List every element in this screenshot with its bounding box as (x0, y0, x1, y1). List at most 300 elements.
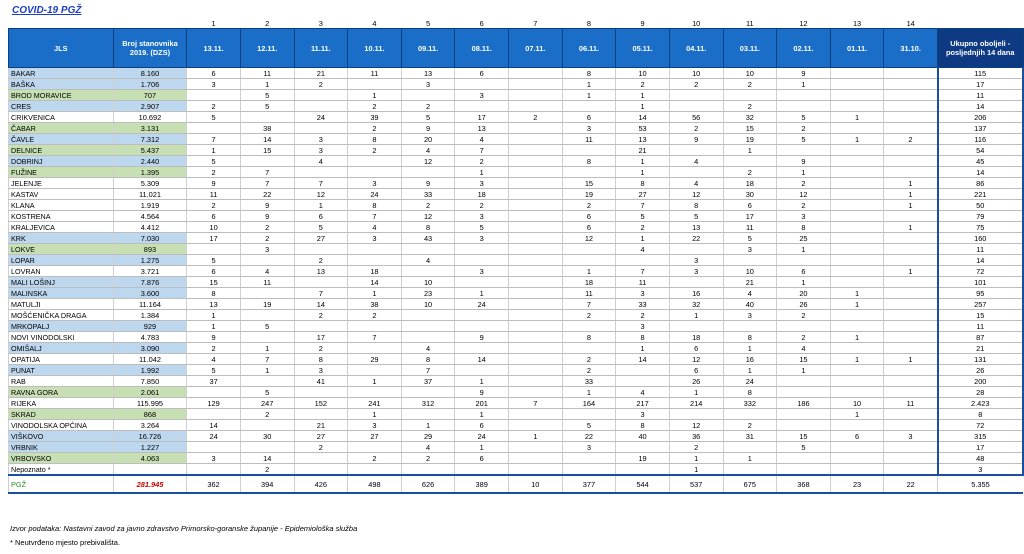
case-count-cell: 3 (884, 431, 938, 442)
population-cell: 1.384 (113, 310, 187, 321)
case-count-cell: 9 (777, 68, 831, 79)
case-count-cell (509, 90, 563, 101)
case-count-cell (777, 453, 831, 464)
case-count-cell (884, 79, 938, 90)
case-count-cell: 5 (240, 101, 294, 112)
case-count-cell (830, 189, 884, 200)
case-count-cell: 30 (240, 431, 294, 442)
case-count-cell: 32 (669, 299, 723, 310)
municipality-name: KASTAV (9, 189, 114, 200)
case-count-cell: 38 (240, 123, 294, 134)
case-count-cell (455, 244, 509, 255)
case-count-cell: 10 (723, 266, 777, 277)
case-count-cell: 1 (455, 376, 509, 387)
population-cell: 929 (113, 321, 187, 332)
table-row (9, 79, 1024, 90)
case-count-cell: 1 (884, 178, 938, 189)
case-count-cell: 8 (777, 222, 831, 233)
case-count-cell: 5 (562, 420, 616, 431)
table-row (9, 332, 1024, 343)
municipality-name: LOKVE (9, 244, 114, 255)
case-count-cell: 12 (562, 233, 616, 244)
total-cell: 95 (938, 288, 1024, 299)
case-count-cell (884, 244, 938, 255)
case-count-cell: 12 (777, 189, 831, 200)
case-count-cell (348, 156, 402, 167)
case-count-cell: 7 (294, 178, 348, 189)
total-cell: 72 (938, 420, 1024, 431)
case-count-cell: 3 (616, 409, 670, 420)
jls-header: JLS (9, 29, 114, 68)
case-count-cell: 14 (240, 453, 294, 464)
case-count-cell: 5 (777, 134, 831, 145)
municipality-name: VRBOVSKO (9, 453, 114, 464)
date-header: 06.11. (562, 29, 616, 68)
case-count-cell: 3 (348, 178, 402, 189)
total-cell: 116 (938, 134, 1024, 145)
column-number: 9 (640, 18, 645, 28)
case-count-cell: 13 (294, 266, 348, 277)
case-count-cell: 6 (187, 211, 241, 222)
total-cell: 72 (938, 266, 1024, 277)
date-header: 05.11. (616, 29, 670, 68)
case-count-cell (294, 409, 348, 420)
municipality-name: DELNICE (9, 145, 114, 156)
case-count-cell (509, 156, 563, 167)
case-count-cell: 23 (401, 288, 455, 299)
case-count-cell: 17 (294, 332, 348, 343)
population-cell: 11.164 (113, 299, 187, 310)
column-number: 5 (426, 18, 431, 28)
case-count-cell (884, 332, 938, 343)
municipality-name: OPATIJA (9, 354, 114, 365)
case-count-cell (509, 79, 563, 90)
case-count-cell (509, 189, 563, 200)
date-header: 03.11. (723, 29, 777, 68)
case-count-cell: 29 (401, 431, 455, 442)
municipality-name: OMIŠALJ (9, 343, 114, 354)
case-count-cell (401, 266, 455, 277)
case-count-cell: 15 (240, 145, 294, 156)
case-count-cell: 4 (455, 134, 509, 145)
table-row (9, 178, 1024, 189)
case-count-cell: 7 (240, 167, 294, 178)
population-cell: 1.275 (113, 255, 187, 266)
case-count-cell: 10 (401, 277, 455, 288)
case-count-cell (401, 244, 455, 255)
municipality-name: SKRAD (9, 409, 114, 420)
case-count-cell: 1 (455, 167, 509, 178)
table-row (9, 90, 1024, 101)
case-count-cell (777, 255, 831, 266)
table-row (9, 68, 1024, 79)
case-count-cell (777, 321, 831, 332)
source-note: Izvor podataka: Nastavni zavod za javno zdravstvo Primorsko-goranske županije - Epidemiološka služba (10, 524, 358, 533)
date-header: 07.11. (509, 29, 563, 68)
case-count-cell (777, 464, 831, 476)
case-count-cell: 29 (348, 354, 402, 365)
case-count-cell (884, 453, 938, 464)
case-count-cell: 1 (562, 90, 616, 101)
table-row (9, 431, 1024, 442)
total-cell: 15 (938, 310, 1024, 321)
case-count-cell (616, 376, 670, 387)
total-cell: 315 (938, 431, 1024, 442)
case-count-cell: 14 (616, 112, 670, 123)
case-count-cell: 13 (669, 222, 723, 233)
case-count-cell: 21 (294, 420, 348, 431)
daily-total-cell: 23 (830, 475, 884, 493)
case-count-cell: 3 (616, 321, 670, 332)
case-count-cell: 9 (187, 332, 241, 343)
case-count-cell (884, 365, 938, 376)
case-count-cell: 10 (187, 222, 241, 233)
case-count-cell: 5 (187, 365, 241, 376)
case-count-cell: 17 (187, 233, 241, 244)
case-count-cell: 3 (294, 145, 348, 156)
case-count-cell: 21 (723, 277, 777, 288)
case-count-cell: 1 (723, 365, 777, 376)
case-count-cell: 164 (562, 398, 616, 409)
population-cell: 4.412 (113, 222, 187, 233)
municipality-name: MALI LOŠINJ (9, 277, 114, 288)
case-count-cell: 3 (669, 255, 723, 266)
case-count-cell: 9 (401, 123, 455, 134)
table-row (9, 288, 1024, 299)
case-count-cell: 1 (187, 321, 241, 332)
case-count-cell: 21 (294, 68, 348, 79)
case-count-cell (830, 321, 884, 332)
case-count-cell (830, 90, 884, 101)
population-cell: 7.850 (113, 376, 187, 387)
total-cell: 257 (938, 299, 1024, 310)
population-cell: 5.437 (113, 145, 187, 156)
table-row (9, 277, 1024, 288)
case-count-cell (348, 255, 402, 266)
case-count-cell: 3 (455, 90, 509, 101)
case-count-cell (401, 167, 455, 178)
case-count-cell (240, 332, 294, 343)
case-count-cell (884, 156, 938, 167)
case-count-cell: 1 (830, 409, 884, 420)
case-count-cell (294, 123, 348, 134)
case-count-cell: 8 (562, 156, 616, 167)
case-count-cell: 24 (348, 189, 402, 200)
case-count-cell (455, 277, 509, 288)
case-count-cell (240, 156, 294, 167)
column-number: 3 (318, 18, 323, 28)
case-count-cell: 2 (187, 167, 241, 178)
case-count-cell: 6 (294, 211, 348, 222)
case-count-cell (884, 211, 938, 222)
case-count-cell (294, 387, 348, 398)
case-count-cell (777, 101, 831, 112)
case-count-cell (348, 321, 402, 332)
case-count-cell (294, 321, 348, 332)
total-cell: 14 (938, 255, 1024, 266)
case-count-cell (884, 310, 938, 321)
case-count-cell: 14 (348, 277, 402, 288)
case-count-cell (509, 145, 563, 156)
case-count-cell: 27 (348, 431, 402, 442)
table-row (9, 442, 1024, 453)
case-count-cell: 7 (240, 354, 294, 365)
column-number: 14 (906, 18, 915, 28)
column-number: 1 (211, 18, 216, 28)
total-cell: 45 (938, 156, 1024, 167)
case-count-cell: 2 (562, 200, 616, 211)
table-row (9, 145, 1024, 156)
case-count-cell (562, 101, 616, 112)
case-count-cell: 1 (455, 442, 509, 453)
case-count-cell: 2 (723, 101, 777, 112)
case-count-cell (616, 442, 670, 453)
case-count-cell: 12 (669, 420, 723, 431)
case-count-cell: 6 (669, 365, 723, 376)
case-count-cell: 4 (401, 255, 455, 266)
case-count-cell: 1 (401, 420, 455, 431)
total-cell: 11 (938, 244, 1024, 255)
municipality-name: MALINSKA (9, 288, 114, 299)
case-count-cell: 3 (187, 79, 241, 90)
case-count-cell: 2 (669, 79, 723, 90)
municipality-name: PUNAT (9, 365, 114, 376)
case-count-cell: 53 (616, 123, 670, 134)
case-count-cell: 6 (777, 266, 831, 277)
case-count-cell (294, 167, 348, 178)
table-row (9, 233, 1024, 244)
case-count-cell: 15 (777, 354, 831, 365)
case-count-cell: 2 (294, 442, 348, 453)
case-count-cell: 14 (187, 420, 241, 431)
date-header: 31.10. (884, 29, 938, 68)
municipality-name: KLANA (9, 200, 114, 211)
table-row (9, 266, 1024, 277)
case-count-cell: 5 (777, 112, 831, 123)
municipality-name: Nepoznato * (9, 464, 114, 476)
case-count-cell (401, 321, 455, 332)
total-cell: 21 (938, 343, 1024, 354)
case-count-cell: 2 (240, 409, 294, 420)
case-count-cell (669, 277, 723, 288)
case-count-cell (455, 101, 509, 112)
case-count-cell (884, 255, 938, 266)
case-count-cell: 1 (830, 134, 884, 145)
case-count-cell: 5 (187, 112, 241, 123)
case-count-cell (777, 145, 831, 156)
column-number: 8 (586, 18, 591, 28)
case-count-cell: 3 (455, 178, 509, 189)
case-count-cell: 2 (348, 310, 402, 321)
case-count-cell: 7 (455, 145, 509, 156)
case-count-cell: 32 (723, 112, 777, 123)
case-count-cell (830, 233, 884, 244)
municipality-name: BROD MORAVICE (9, 90, 114, 101)
case-count-cell (884, 288, 938, 299)
case-count-cell: 1 (884, 222, 938, 233)
case-count-cell: 18 (348, 266, 402, 277)
case-count-cell: 24 (455, 299, 509, 310)
case-count-cell: 3 (616, 288, 670, 299)
case-count-cell: 11 (723, 222, 777, 233)
case-count-cell: 1 (884, 189, 938, 200)
case-count-cell: 2 (401, 200, 455, 211)
column-number: 12 (799, 18, 808, 28)
case-count-cell: 37 (187, 376, 241, 387)
case-count-cell (240, 288, 294, 299)
county-label: PGŽ (9, 475, 114, 493)
case-count-cell: 2 (348, 453, 402, 464)
case-count-cell (562, 167, 616, 178)
case-count-cell (669, 244, 723, 255)
daily-total-cell: 10 (509, 475, 563, 493)
case-count-cell: 6 (830, 431, 884, 442)
case-count-cell (455, 255, 509, 266)
header-row (9, 29, 1024, 68)
case-count-cell: 11 (562, 288, 616, 299)
case-count-cell (669, 145, 723, 156)
total-cell: 17 (938, 79, 1024, 90)
case-count-cell: 10 (830, 398, 884, 409)
municipality-name: MRKOPALJ (9, 321, 114, 332)
case-count-cell: 18 (455, 189, 509, 200)
municipality-name: MATULJI (9, 299, 114, 310)
population-cell: 1.992 (113, 365, 187, 376)
case-count-cell: 1 (562, 79, 616, 90)
case-count-cell: 7 (401, 365, 455, 376)
total-cell: 3 (938, 464, 1024, 476)
case-count-cell: 4 (348, 222, 402, 233)
case-count-cell: 11 (240, 277, 294, 288)
daily-total-cell: 22 (884, 475, 938, 493)
date-header: 02.11. (777, 29, 831, 68)
case-count-cell: 1 (187, 310, 241, 321)
case-count-cell (723, 255, 777, 266)
footnote: * Neutvrđeno mjesto prebivališta. (10, 538, 121, 547)
population-cell: 2.440 (113, 156, 187, 167)
case-count-cell: 7 (616, 200, 670, 211)
case-count-cell: 12 (294, 189, 348, 200)
case-count-cell: 8 (187, 288, 241, 299)
case-count-cell: 1 (616, 156, 670, 167)
case-count-cell (830, 310, 884, 321)
table-row (9, 156, 1024, 167)
case-count-cell: 4 (401, 145, 455, 156)
case-count-cell (509, 222, 563, 233)
municipality-name: KRALJEVICA (9, 222, 114, 233)
case-count-cell: 2 (562, 365, 616, 376)
case-count-cell: 6 (455, 453, 509, 464)
total-cell: 79 (938, 211, 1024, 222)
case-count-cell: 20 (777, 288, 831, 299)
case-count-cell: 36 (669, 431, 723, 442)
case-count-cell: 8 (562, 68, 616, 79)
case-count-cell (830, 68, 884, 79)
daily-total-cell: 389 (455, 475, 509, 493)
case-count-cell (777, 409, 831, 420)
case-count-cell: 1 (830, 288, 884, 299)
date-header: 10.11. (348, 29, 402, 68)
date-header: 13.11. (187, 29, 241, 68)
case-count-cell: 1 (187, 145, 241, 156)
case-count-cell: 11 (616, 277, 670, 288)
case-count-cell (884, 145, 938, 156)
case-count-cell: 8 (401, 222, 455, 233)
case-count-cell: 5 (723, 233, 777, 244)
case-count-cell: 11 (884, 398, 938, 409)
municipality-name: FUŽINE (9, 167, 114, 178)
column-number: 13 (852, 18, 862, 28)
case-count-cell (509, 200, 563, 211)
case-count-cell: 2 (777, 123, 831, 134)
case-count-cell (509, 68, 563, 79)
population-cell: 1.706 (113, 79, 187, 90)
case-count-cell (348, 464, 402, 476)
municipality-name: RAVNA GORA (9, 387, 114, 398)
case-count-cell: 2 (884, 134, 938, 145)
case-count-cell (723, 464, 777, 476)
case-count-cell: 24 (723, 376, 777, 387)
case-count-cell: 7 (562, 299, 616, 310)
population-cell: 7.312 (113, 134, 187, 145)
case-count-cell: 1 (777, 79, 831, 90)
case-count-cell: 1 (777, 167, 831, 178)
case-count-cell (830, 387, 884, 398)
case-count-cell: 5 (777, 442, 831, 453)
date-header: 11.11. (294, 29, 348, 68)
case-count-cell (509, 365, 563, 376)
case-count-cell (455, 321, 509, 332)
population-cell: 3.721 (113, 266, 187, 277)
case-count-cell: 1 (830, 354, 884, 365)
case-count-cell: 2 (294, 310, 348, 321)
case-count-cell: 1 (616, 90, 670, 101)
case-count-cell: 2 (294, 255, 348, 266)
case-count-cell: 21 (616, 145, 670, 156)
case-count-cell: 6 (723, 200, 777, 211)
population-cell: 707 (113, 90, 187, 101)
table-row (9, 101, 1024, 112)
case-count-cell: 1 (616, 233, 670, 244)
case-count-cell: 1 (669, 453, 723, 464)
case-count-cell (348, 343, 402, 354)
case-count-cell (401, 409, 455, 420)
case-count-cell: 7 (187, 134, 241, 145)
case-count-cell: 2 (401, 101, 455, 112)
municipality-name: VRBNIK (9, 442, 114, 453)
case-count-cell (830, 145, 884, 156)
case-count-cell: 40 (723, 299, 777, 310)
case-count-cell: 1 (723, 145, 777, 156)
case-count-cell (509, 123, 563, 134)
case-count-cell: 1 (240, 343, 294, 354)
case-count-cell: 9 (240, 211, 294, 222)
case-count-cell: 5 (455, 222, 509, 233)
case-count-cell (509, 332, 563, 343)
case-count-cell: 15 (723, 123, 777, 134)
municipality-name: MOŠĆENIČKA DRAGA (9, 310, 114, 321)
case-count-cell: 2 (616, 79, 670, 90)
case-count-cell (830, 442, 884, 453)
case-count-cell: 4 (187, 354, 241, 365)
case-count-cell: 1 (669, 387, 723, 398)
daily-total-cell: 377 (562, 475, 616, 493)
case-count-cell (669, 90, 723, 101)
municipality-name: BAKAR (9, 68, 114, 79)
case-count-cell (348, 387, 402, 398)
case-count-cell (562, 244, 616, 255)
case-count-cell: 20 (401, 134, 455, 145)
